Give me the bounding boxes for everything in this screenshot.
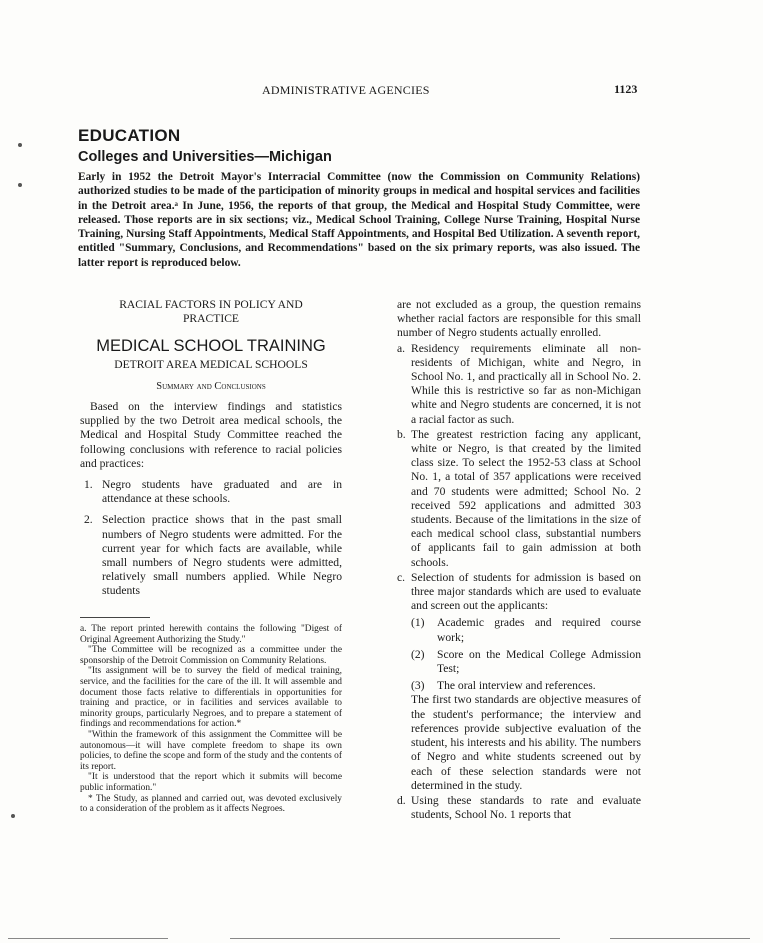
list-letter: a.: [397, 341, 406, 355]
report-title: MEDICAL SCHOOL TRAINING: [96, 337, 326, 356]
footnote-para: "Its assignment will be to survey the field of medical training, service, and the facilities for the care of the ill. It will assemble and document those facts relative to differentials in opportunities for training and practice, or in facilities and services available to minority groups, particularly Negroes, and to prepare a statement of findings and recommendations for action.*: [80, 666, 342, 730]
sub-text: The oral interview and references.: [437, 679, 596, 693]
list-text: Residency requirements eliminate all non-residents of Michigan, white and Negro, in School No. 1, and practically all in School No. 2. While this is restrictive so far as non-Michigan white and Negro students are concerned, it is not a racial factor as such.: [411, 341, 641, 426]
report-heading-line2: PRACTICE: [182, 312, 240, 326]
bottom-rule: [610, 938, 750, 939]
margin-mark: [18, 143, 22, 147]
summary-heading: Summary and Conclusions: [156, 380, 266, 392]
footnote-para: "The Committee will be recognized as a committee under the sponsorship of the Detroit Commission on Community Relations.: [80, 645, 342, 666]
list-number: 2.: [84, 513, 93, 527]
list-letter: d.: [397, 793, 406, 807]
sub-item: [411, 648, 641, 676]
list-text: Selection of students for admission is based on three major standards which are used to evaluate and screen out the applicants:: [411, 570, 641, 613]
intro-body: Based on the interview findings and statistics supplied by the two Detroit area medical schools, the Medical and Hospital Study Committee reached the following conclusions with reference to racial policies and practices:: [80, 400, 342, 470]
list-item: [397, 571, 641, 793]
continued-text: are not excluded as a group, the question remains whether racial factors are responsible for this small number of Negro students actually enrolled.: [397, 298, 641, 340]
list-letter: b.: [397, 427, 406, 441]
footnote: [80, 624, 342, 815]
bottom-rule: [230, 938, 560, 939]
list-number: 1.: [84, 478, 93, 492]
sub-item: [411, 679, 641, 693]
footnote-para: a. The report printed herewith contains the following "Digest of Original Agreement Authorizing the Study.": [80, 624, 342, 645]
sub-text: Score on the Medical College Admission Test;: [437, 647, 641, 676]
bottom-rule: [8, 938, 168, 939]
list-letter: c.: [397, 570, 406, 584]
list-text: The greatest restriction facing any applicant, white or Negro, is that created by the limited class size. To select the 1952-53 class at School No. 1, a total of 357 applications were received and 70 students were admitted; School No. 2 received 592 applications and admitted 303 students. Because of the limitations in the size of each medical school class, substantial numbers of applicants fail to gain admission at both schools.: [411, 427, 641, 569]
list-item: [80, 513, 342, 598]
running-title: ADMINISTRATIVE AGENCIES: [262, 83, 430, 97]
list-item: [397, 342, 641, 427]
page-number: 1123: [614, 82, 638, 96]
sub-item: [411, 616, 641, 644]
list-text: Negro students have graduated and are in attendance at these schools.: [102, 478, 342, 506]
sub-text: Academic grades and required course work;: [437, 616, 641, 644]
report-subtitle: DETROIT AREA MEDICAL SCHOOLS: [114, 357, 308, 371]
sub-number: (1): [411, 616, 425, 630]
subsection-title: Colleges and Universities—Michigan: [78, 149, 332, 165]
footnote-para: "It is understood that the report which it submits will become public information.": [80, 772, 342, 793]
left-column: [80, 298, 342, 599]
footnote-para: "Within the framework of this assignment the Committee will be autonomous—it will have complete freedom to shape its own policies, to define the scope and form of the study and the contents of its report.: [80, 729, 342, 772]
sub-number: (2): [411, 647, 425, 661]
right-column: [397, 298, 641, 822]
margin-mark: [18, 183, 22, 187]
intro-paragraph: Early in 1952 the Detroit Mayor's Interracial Committee (now the Commission on Community Relations) authorized studies to be made of the participation of minority groups in medical and hospital services and facilities in the Detroit area.ᵃ In June, 1956, the reports of that group, the Medical and Hospital Study Committee, were released. Those reports are in six sections; viz., Medical School Training, College Nurse Training, Hospital Nurse Training, Nursing Staff Appointments, Medical Staff Appointments, and Hospital Bed Utilization. A seventh report, entitled "Summary, Conclusions, and Recommendations" based on the six primary reports, was also issued. The latter report is reproduced below.: [78, 171, 640, 269]
report-heading-line1: RACIAL FACTORS IN POLICY AND: [119, 298, 303, 311]
list-item: [397, 794, 641, 822]
list-text: The first two standards are objective measures of the student's performance; the interview and references provide subjective evaluation of the student, his interests and his ability. The numbers of Negro and white students screened out by each of these selection standards were not determined in the study.: [411, 693, 641, 792]
footnote-divider: [80, 617, 150, 618]
list-item: [80, 478, 342, 506]
list-text: Using these standards to rate and evaluate students, School No. 1 reports that: [411, 793, 641, 822]
margin-mark: [11, 814, 15, 818]
footnote-para: * The Study, as planned and carried out, was devoted exclusively to a consideration of the problem as it affects Negroes.: [80, 793, 342, 815]
list-text: Selection practice shows that in the past small numbers of Negro students were admitted. For the current year for which facts are available, while small numbers of Negro students were admitted, relatively small numbers applied. While Negro students: [102, 513, 342, 598]
sub-number: (3): [411, 679, 425, 693]
list-item: [397, 428, 641, 570]
section-title: EDUCATION: [78, 126, 181, 145]
